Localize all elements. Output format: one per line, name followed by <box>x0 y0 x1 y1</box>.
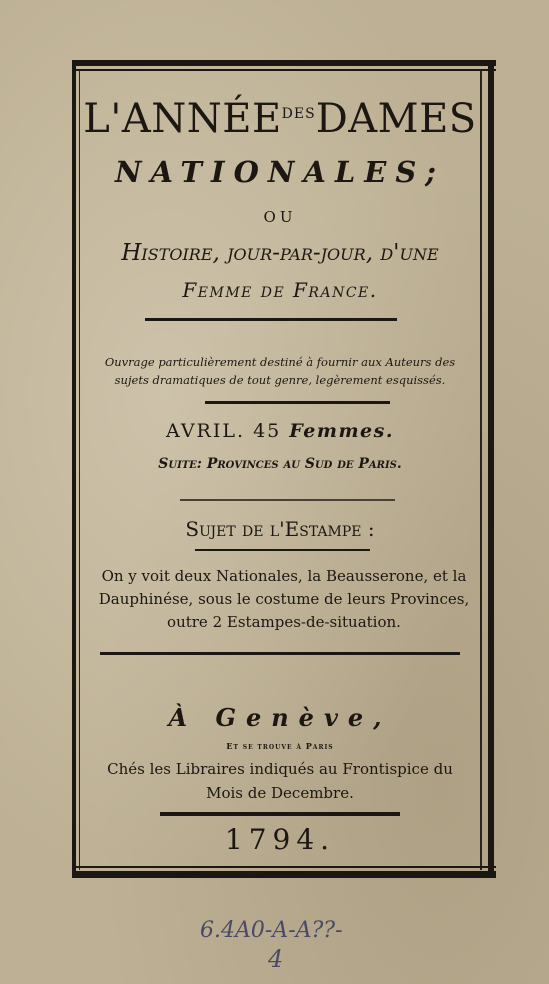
place-line: À Genève, <box>168 703 392 732</box>
engraving-description: On y voit deux Nationales, la Beausserone, et la Dauphinése, sous le costume de leurs Provinces, outre 2 Estampes-de-situation. <box>98 567 470 631</box>
description-line-2: sujets dramatiques de tout genre, legèrement esquissés. <box>114 373 446 387</box>
month-line <box>80 420 480 442</box>
handwritten-shelfmark: 6.4A0-A-A??- <box>200 918 343 943</box>
title-word-des: DES <box>281 106 316 122</box>
title-line-2: NATIONALES; <box>115 155 445 189</box>
ornament-rule-2 <box>205 401 390 404</box>
frame-right-rule <box>488 60 494 875</box>
ornament-rule-5 <box>160 812 400 816</box>
paris-line: Et se trouve à Paris <box>226 741 334 751</box>
ornament-rule-1 <box>145 318 397 321</box>
histoire-line-2: Femme de France. <box>182 278 378 302</box>
frame-left-rule <box>72 60 76 875</box>
publication-year: 1794. <box>224 823 336 856</box>
frame-bottom-rule-thin <box>72 866 496 868</box>
sujet-heading: Sujet de l'Estampe : <box>185 517 375 541</box>
histoire-line-1: Histoire, jour-par-jour, d'une <box>121 240 439 266</box>
frame-bottom-rule <box>72 871 496 878</box>
frame-top-rule-thin <box>72 69 496 71</box>
frame-top-rule <box>72 60 496 66</box>
month-name: AVRIL. <box>166 420 246 442</box>
sujet-underline <box>195 549 370 551</box>
ornament-rule-3 <box>180 499 395 501</box>
count-number: 45 <box>253 420 282 442</box>
description-line-1: Ouvrage particulièrement destiné à fournir aux Auteurs des <box>104 355 456 369</box>
ornament-rule-4 <box>100 652 460 655</box>
title-word-annee: L'ANNÉE <box>83 96 282 142</box>
booksellers-line-1: Chés les Libraires indiqués au Frontispice du <box>107 760 453 778</box>
count-label: Femmes. <box>289 420 394 442</box>
handwritten-number: 4 <box>268 945 284 973</box>
booksellers-line-2: Mois de Decembre. <box>206 784 354 802</box>
suite-line: Suite: Provinces au Sud de Paris. <box>158 456 402 472</box>
title-word-dames: DAMES <box>315 96 477 142</box>
ou-line: OU <box>263 208 297 226</box>
frame-right-rule-thin <box>480 70 482 870</box>
title-line-1 <box>80 96 480 142</box>
